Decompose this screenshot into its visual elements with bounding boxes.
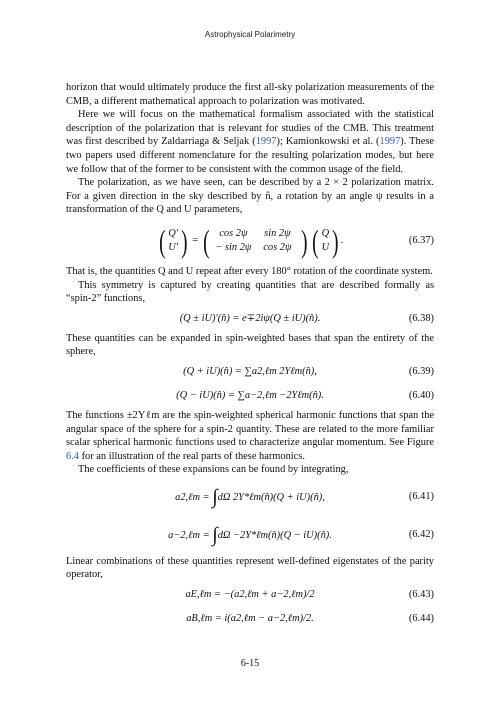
equation-6-41: [66, 479, 434, 515]
paragraph-9: Linear combinations of these quantities represent well-defined eigenstates of the parity operator,: [66, 555, 434, 581]
equation-number: (6.39): [408, 365, 434, 377]
equation-number: (6.42): [408, 528, 434, 540]
equation-number: (6.43): [408, 589, 434, 601]
paragraph-8: The coefficients of these expansions can be found by integrating,: [78, 464, 349, 476]
paragraph-1: horizon that would ultimately produce the first all-sky polarization measurements of the CMB, a different mathematical approach to polarization was motivated.: [66, 82, 434, 107]
equation-number: (6.37): [408, 234, 434, 246]
equation-number: (6.40): [408, 389, 434, 401]
equation-6-42: [66, 517, 434, 553]
eq-637-rhs-bot: U: [321, 241, 330, 253]
paragraph-2-text-a: Here we will focus on the mathematical formalism associated with the statistical description of the polarization that is relevant for studies of the CMB. This treatment was first described by Zaldarriaga & Seljak (: [66, 109, 434, 148]
paragraph-7: [66, 409, 434, 463]
paragraph-6: These quantities can be expanded in spin-weighted bases that span the entirety of the sphere,: [66, 332, 434, 358]
equation-number: (6.44): [408, 613, 434, 625]
paragraph-7-text-b: for an illustration of the real parts of these harmonics.: [79, 450, 305, 462]
paragraph-2-text-c: ). These two papers used different nomenclature for the resulting polarization modes, but here we follow that of the former to be consistent with the common usage of the field.: [66, 136, 434, 175]
eq-637-lhs-bot: U′: [168, 241, 178, 253]
equation-body: aB,ℓm = i(a2,ℓm − a−2,ℓm)/2.: [186, 613, 314, 625]
equation-body: (Q − iU)(n̂) = ∑a−2,ℓm −2Yℓm(n̂).: [176, 389, 324, 401]
body-text: [66, 81, 434, 632]
paragraph-5: This symmetry is captured by creating quantities that are described formally as “spin-2” functions,: [66, 279, 434, 305]
equation-6-40: [66, 385, 434, 407]
figure-link[interactable]: 6.4: [66, 450, 79, 462]
eq-641-rhs: dΩ 2Y*ℓm(n̂)(Q + iU)(n̂),: [217, 491, 325, 503]
eq-641-lhs: a2,ℓm =: [175, 491, 210, 503]
citation-link-1[interactable]: 1997: [255, 136, 277, 148]
paragraph-3: The polarization, as we have seen, can be described by a 2 × 2 polarization matrix. For a given direction in the sky described by n̂, a rotation by an angle ψ results in a transformation of the Q and U parameters,: [66, 177, 434, 216]
eq-637-lhs-top: Q′: [168, 227, 178, 239]
equation-body: aE,ℓm = −(a2,ℓm + a−2,ℓm)/2: [185, 589, 315, 601]
eq-637-m21: − sin 2ψ: [215, 241, 252, 253]
paragraph-2: [66, 108, 434, 176]
paragraph-4: That is, the quantities Q and U repeat after every 180° rotation of the coordinate system.: [66, 265, 433, 277]
integral-sign: ∫: [212, 523, 218, 546]
eq-637-rhs-top: Q: [321, 227, 330, 239]
equation-body: (Q + iU)(n̂) = ∑a2,ℓm 2Yℓm(n̂),: [183, 365, 317, 377]
equation-6-38: [66, 308, 434, 330]
eq-637-m22: cos 2ψ: [263, 241, 292, 253]
equation-6-39: [66, 361, 434, 383]
eq-637-m12: sin 2ψ: [264, 227, 291, 239]
page-number: 6-15: [240, 658, 260, 669]
equation-6-44: [66, 608, 434, 630]
equation-6-43: [66, 584, 434, 606]
equation-6-37: ( Q′ U′ ) = ( cos 2ψ sin 2ψ − sin 2ψ cos 2ψ ) ( Q U ) . (6.37): [66, 219, 434, 263]
equation-body: (Q ± iU)′(n̂) = e∓2iψ(Q ± iU)(n̂).: [179, 312, 321, 324]
eq-637-m11: cos 2ψ: [219, 227, 248, 239]
eq-642-rhs: dΩ −2Y*ℓm(n̂)(Q − iU)(n̂).: [217, 529, 332, 541]
running-header: Astrophysical Polarimetry: [204, 30, 296, 39]
integral-sign: ∫: [212, 485, 218, 508]
eq-642-lhs: a−2,ℓm =: [168, 529, 210, 541]
equation-number: (6.38): [408, 312, 434, 324]
citation-link-2[interactable]: 1997: [379, 136, 401, 148]
paragraph-7-text-a: The functions ±2Yℓm are the spin-weighted spherical harmonic functions that span the angular space of the sphere for a spin-2 quantity. These are related to the more familiar scalar spherical harmonic functions used to characterize angular momentum. See Figure: [66, 409, 434, 449]
paragraph-2-text-b: ); Kamionkowski et al. (: [276, 136, 380, 148]
equation-number: (6.41): [408, 490, 434, 502]
